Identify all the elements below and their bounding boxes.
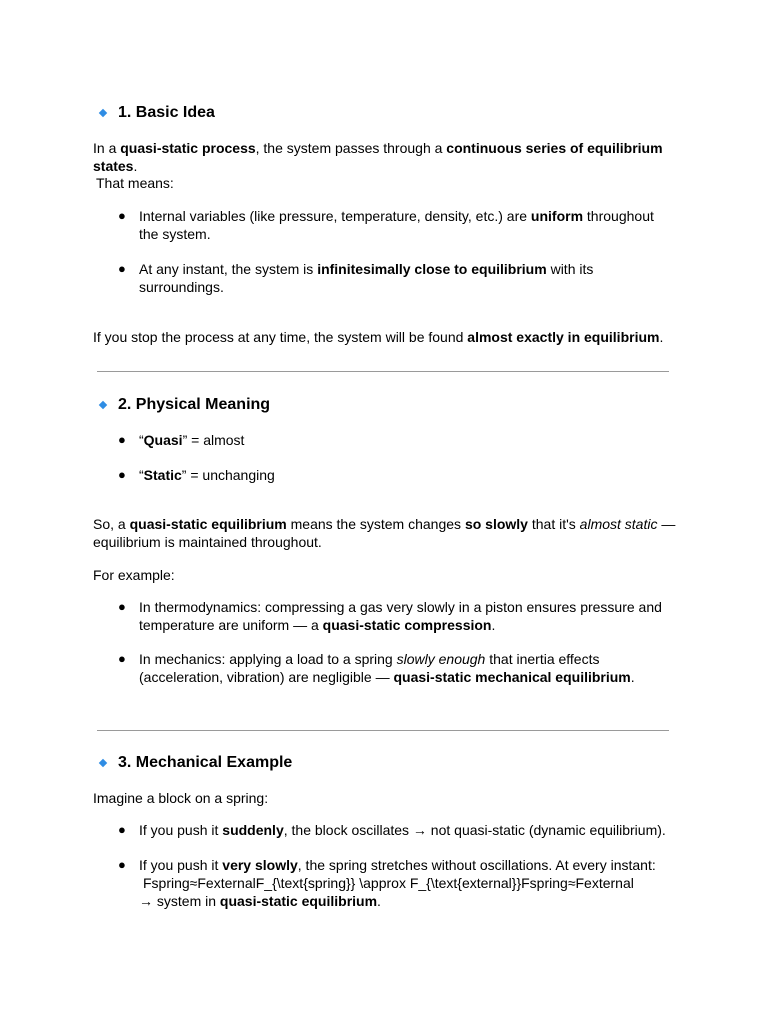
bullet-icon: ● [118, 208, 126, 223]
section-2-title: 2. Physical Meaning [118, 396, 271, 413]
that-means-text: That means: [96, 175, 174, 191]
section-1-conclusion: If you stop the process at any time, the system will be found almost exactly in equilibrium. [93, 329, 664, 345]
diamond-bullet-icon [99, 401, 107, 409]
for-example-text: For example: [93, 567, 175, 583]
section-1-intro: In a quasi-static process, the system passes through a continuous series of equilibrium states. [93, 140, 663, 174]
section-divider [97, 730, 669, 731]
bullet-icon: ● [118, 467, 126, 482]
section-3-title: 3. Mechanical Example [118, 754, 293, 771]
bullet-icon: ● [118, 822, 126, 837]
bullet-icon: ● [118, 599, 126, 614]
section-1-heading [98, 103, 215, 123]
bullet-icon: ● [118, 857, 126, 872]
section-1-title: 1. Basic Idea [118, 104, 215, 121]
diamond-bullet-icon [99, 109, 107, 117]
section-2-explanation: So, a quasi-static equilibrium means the system changes so slowly that it's almost static — equilibrium is maintained throughout. [93, 516, 676, 550]
imagine-text: Imagine a block on a spring: [93, 790, 269, 806]
bullet-icon: ● [118, 261, 126, 276]
bullet-icon: ● [118, 651, 126, 666]
section-2-heading [98, 395, 270, 415]
section-divider [97, 371, 669, 372]
formula-text: Fspring≈FexternalF_{\text{spring}} \approx F_{\text{external}}Fspring≈Fexternal [143, 875, 634, 891]
diamond-bullet-icon [99, 759, 107, 767]
document-page: 1. Basic Idea In a quasi-static process, the system passes through a continuous series of equilibrium states. That means: ● Internal variables (like pressure, temperature, density, etc.) are uniform throughout the system. ● At any instant, the system is infinitesimally close to equilibrium with its surroundings. If you stop the process at any time, the system will be found almost exactly in equilibrium. 2. Physical Meaning ● “Quasi” = almost ● “Static” = unchanging So, a quasi-static equilibrium means the system changes so slowly that it's almost static — equilibrium is maintained throughout. For example: ● In thermodynamics: compressing a gas very slowly in a piston ensures pressure and temperature are uniform — a quasi-static compression. ● In mechanics: applying a load to a spring slowly enough that inertia effects (acceleration, vibration) are negligible — quasi-static mechanical equilibrium. 3. Mechanical Example Imagine a block on a spring: ● If you push it suddenly, the block oscillates → not quasi-static (dynamic equilibrium). ● If you push it very slowly, the spring stretches without oscillations. At every instant: Fspring≈FexternalF_{\text{spring}} \approx F_{\text{external}}Fspring≈Fexternal → system in quasi-static equilibrium. [0, 0, 768, 1024]
bullet-icon: ● [118, 432, 126, 447]
section-3-heading [98, 753, 292, 773]
